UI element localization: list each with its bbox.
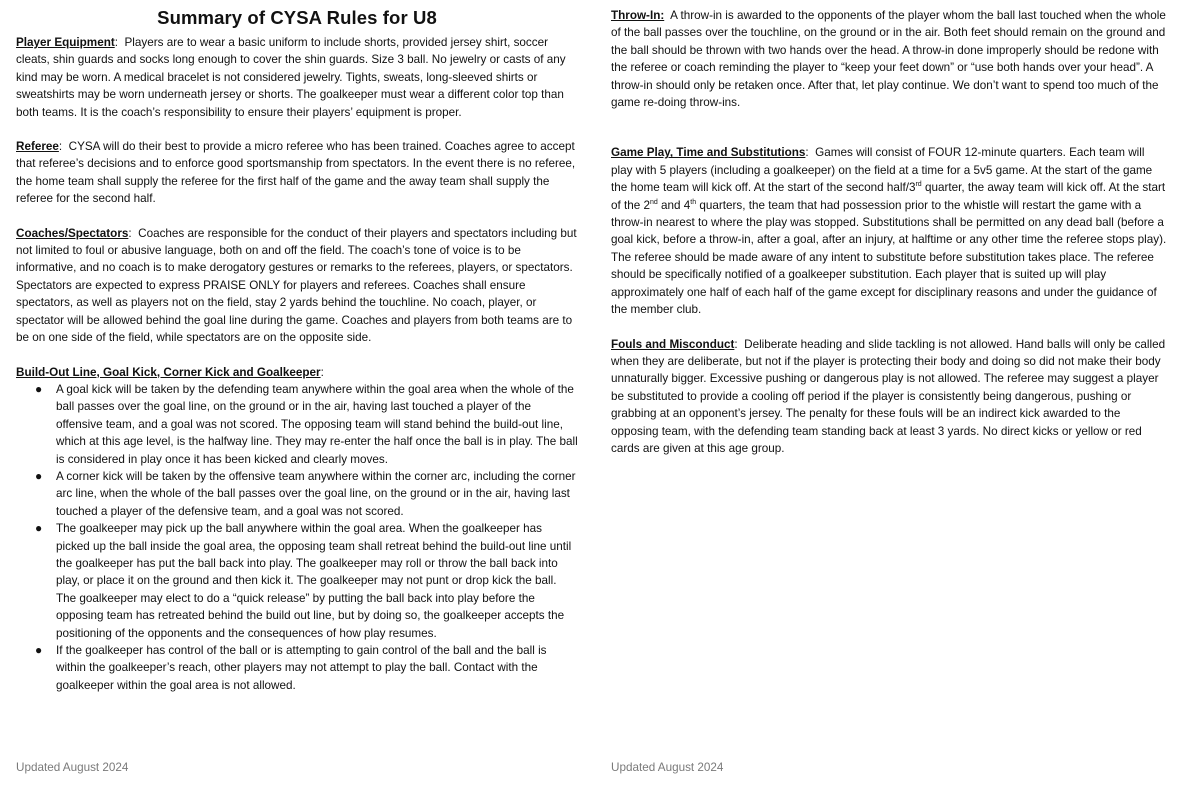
- right-page: [611, 0, 1167, 791]
- coaches-spectators-text: Coaches are responsible for the conduct of their players and spectators including but not limited to foul or abusive language, both on and off the field. The coach’s tone of voice is to be informative, and no coach is to make derogatory gestures or remarks to the referees, players, or spectators. Spectators are expected to express PRAISE ONLY for players and referees. Coaches shall ensure spectators, as well as players not on the field, stay 2 yards behind the touchline. No coach, player, or spectator will be allowed behind the goal line during the game. Coaches and players from both teams are to be on one side of the field, while spectators are on the opposite side.: [16, 226, 577, 345]
- bullet-icon: ●: [35, 381, 43, 396]
- coaches-spectators-section: Coaches/Spectators: Coaches are responsible for the conduct of their players and spectators including but not limited to foul or abusive language, both on and off the field. The coach’s tone of voice is to be informative, and no coach is to make derogatory gestures or remarks to the referees, players, or spectators. Spectators are expected to express PRAISE ONLY for players and referees. Coaches shall ensure spectators, as well as players not on the field, stay 2 yards behind the touchline. No coach, player, or spectator will be allowed behind the goal line during the game. Coaches and players from both teams are to be on one side of the field, while spectators are on the opposite side.: [16, 226, 577, 345]
- list-item: ● If the goalkeeper has control of the ball or is attempting to gain control of the ball and the ball is within the goalkeeper’s reach, other players may not attempt to play the ball. Contact with the goalkeeper within the goal area is not allowed.: [35, 643, 547, 692]
- player-equipment-text: Players are to wear a basic uniform to include shorts, provided jersey shirt, soccer cleats, shin guards and socks long enough to cover the shin guards. Size 3 ball. No jewelry or casts of any kind may be worn. A medical bracelet is not considered jewelry. Tights, sweats, long-sleeved shirts or sweatshirts may be worn underneath jersey or shorts. The goalkeeper must wear a different color top than both teams. It is the coach’s responsibility to ensure their players’ equipment is proper.: [16, 36, 566, 119]
- throw-in-heading: Throw-In:: [611, 9, 665, 22]
- left-footer: Updated August 2024: [16, 761, 129, 774]
- player-equipment-section: Player Equipment: Players are to wear a basic uniform to include shorts, provided jersey shirt, soccer cleats, shin guards and socks long enough to cover the shin guards. Size 3 ball. No jewelry or casts of any kind may be worn. A medical bracelet is not considered jewelry. Tights, sweats, long-sleeved shirts or sweatshirts may be worn underneath jersey or shorts. The goalkeeper must wear a different color top than both teams. It is the coach’s responsibility to ensure their players’ equipment is proper.: [16, 36, 566, 119]
- game-play-heading: Game Play, Time and Substitutions: [611, 146, 806, 160]
- player-equipment-heading: Player Equipment: [16, 36, 115, 49]
- fouls-misconduct-text: Deliberate heading and slide tackling is not allowed. Hand balls will only be called when they are deliberate, but not if the player is protecting their body and doing so did not make their body unnaturally bigger. Excessive pushing or dangerous play is not allowed. The referee may suggest a player be substituted to provide a cooling off period if the player is consistently being dangerous, pushing or grabbing at an opponent’s jersey. The penalty for these fouls will be an indirect kick awarded to the opposing team, with the defending team standing back at least 3 yards. No direct kicks or yellow or red cards are given at this age group.: [611, 337, 1166, 455]
- list-item: ● A corner kick will be taken by the offensive team anywhere within the corner arc, including the corner arc line, when the whole of the ball passes over the goal line, on the ground or in the air, having last touched a player of the defensive team, and a goal was not scored.: [35, 468, 576, 518]
- bullet-icon: ●: [35, 643, 43, 657]
- fouls-misconduct-heading: Fouls and Misconduct: [611, 337, 735, 351]
- build-out-bullet-list: [16, 381, 578, 694]
- fouls-misconduct-section: Fouls and Misconduct: Deliberate heading and slide tackling is not allowed. Hand balls will only be called when they are deliberate, but not if the player is protecting their body and doing so did not make their body unnaturally bigger. Excessive pushing or dangerous play is not allowed. The referee may suggest a player be substituted to provide a cooling off period if the player is consistently being dangerous, pushing or grabbing at an opponent’s jersey. The penalty for these fouls will be an indirect kick awarded to the opposing team, with the defending team standing back at least 3 yards. No direct kicks or yellow or red cards are given at this age group.: [611, 337, 1166, 455]
- referee-section: Referee: CYSA will do their best to provide a micro referee who has been trained. Coaches agree to accept that referee’s decisions and to enforce good sportsmanship from spectators. In the event there is no referee, the home team shall supply the referee for the first half of the game and the away team shall supply the referee for the second half.: [16, 140, 576, 206]
- referee-heading: Referee: [16, 140, 59, 154]
- bullet-icon: ●: [35, 468, 43, 483]
- right-footer: Updated August 2024: [611, 761, 724, 774]
- list-item: ● A goal kick will be taken by the defending team anywhere within the goal area when the whole of the ball passes over the goal line, on the ground or in the air, having last touched a player of the offensive team, and a goal was not scored. The opposing team will stand behind the build-out line, which at this age level, is the halfway line. They may re-enter the half once the ball is in play. The ball is considered in play once it has been kicked and clearly moves.: [35, 381, 578, 466]
- throw-in-section: [611, 7, 1167, 111]
- left-page: [16, 0, 578, 791]
- build-out-section: Build-Out Line, Goal Kick, Corner Kick and Goalkeeper: ● A goal kick will be taken by the defending team anywhere within the goal area when the whole of the ball passes over the goal line, on the ground or in the air, having last touched a player of the offensive team, and a goal was not scored. The opposing team will stand behind the build-out line, which at this age level, is the halfway line. They may re-enter the half once the ball is in play. The ball is considered in play once it has been kicked and clearly moves. ● A corner kick will be taken by the offensive team anywhere within the corner arc, including the corner arc line, when the whole of the ball passes over the goal line, on the ground or in the air, having last touched a player of the defensive team, and a goal was not scored. ● The goalkeeper may pick up the ball anywhere within the goal area. When the goalkeeper has picked up the ball inside the goal area, the opposing team shall retreat behind the build-out line until the goalkeeper has put the ball back into play. The goalkeeper may roll or throw the ball back into play, or place it on the ground and then kick it. The goalkeeper may not punt or drop kick the ball. The goalkeeper may elect to do a “quick release” by putting the ball back into play before the opposing team has retreated behind the build out line, but by doing so, the goalkeeper accepts the positioning of the opponents and the consequences of how play resumes. ● If the goalkeeper has control of the ball or is attempting to gain control of the ball and the ball is within the goalkeeper’s reach, other players may not attempt to play the ball. Contact with the goalkeeper within the goal area is not allowed.: [16, 364, 578, 695]
- build-out-heading: Build-Out Line, Goal Kick, Corner Kick and Goalkeeper: [16, 365, 321, 379]
- document-title: Summary of CYSA Rules for U8: [157, 7, 437, 28]
- throw-in-text: A throw-in is awarded to the opponents of the player whom the ball last touched when the whole of the ball passes over the touchline, on the ground or in the air. Both feet should remain on the ground and the ball should be thrown with two hands over the head. A throw-in done improperly should be redone with the referee or coach reminding the player to “keep your feet down” or “use both hands over your head”. A throw-in should only be retaken once. After that, let play continue. We don’t want to spend too much of the game re-doing throw-ins.: [611, 9, 1166, 110]
- list-item: ● The goalkeeper may pick up the ball anywhere within the goal area. When the goalkeeper has picked up the ball inside the goal area, the opposing team shall retreat behind the build-out line until the goalkeeper has put the ball back into play. The goalkeeper may roll or throw the ball back into play, or place it on the ground and then kick it. The goalkeeper may not punt or drop kick the ball. The goalkeeper may elect to do a “quick release” by putting the ball back into play before the opposing team has retreated behind the build out line, but by doing so, the goalkeeper accepts the positioning of the opponents and the consequences of how play resumes.: [35, 521, 572, 640]
- referee-text: CYSA will do their best to provide a micro referee who has been trained. Coaches agree to accept that referee’s decisions and to enforce good sportsmanship from spectators. In the event there is no referee, the home team shall supply the referee for the first half of the game and the away team shall supply the referee for the second half.: [16, 140, 576, 206]
- coaches-spectators-heading: Coaches/Spectators: [16, 226, 129, 240]
- bullet-icon: ●: [35, 521, 43, 536]
- game-play-section: Game Play, Time and Substitutions: Games will consist of FOUR 12-minute quarters. Each team will play with 5 players (including a goalkeeper) on the field at a time for a 5v5 game. At the start of the game the home team will kick off. At the start of the second half/3rd quarter, the away team will kick off. At the start of the 2nd and 4th quarters, the team that had possession prior to the whistle will restart the game with a throw-in nearest to where the play was stopped. Substitutions shall be permitted on any dead ball (before a goal kick, before a throw-in, after a goal, after an injury, at halftime or any other time the referee stops play). The referee should be made aware of any intent to substitute before substitution takes place. The referee should be specifically notified of a goalkeeper substitution. Each player that is suited up will play approximately one half of each half of the game except for disciplinary reasons and under the guidance of the member club.: [611, 146, 1167, 317]
